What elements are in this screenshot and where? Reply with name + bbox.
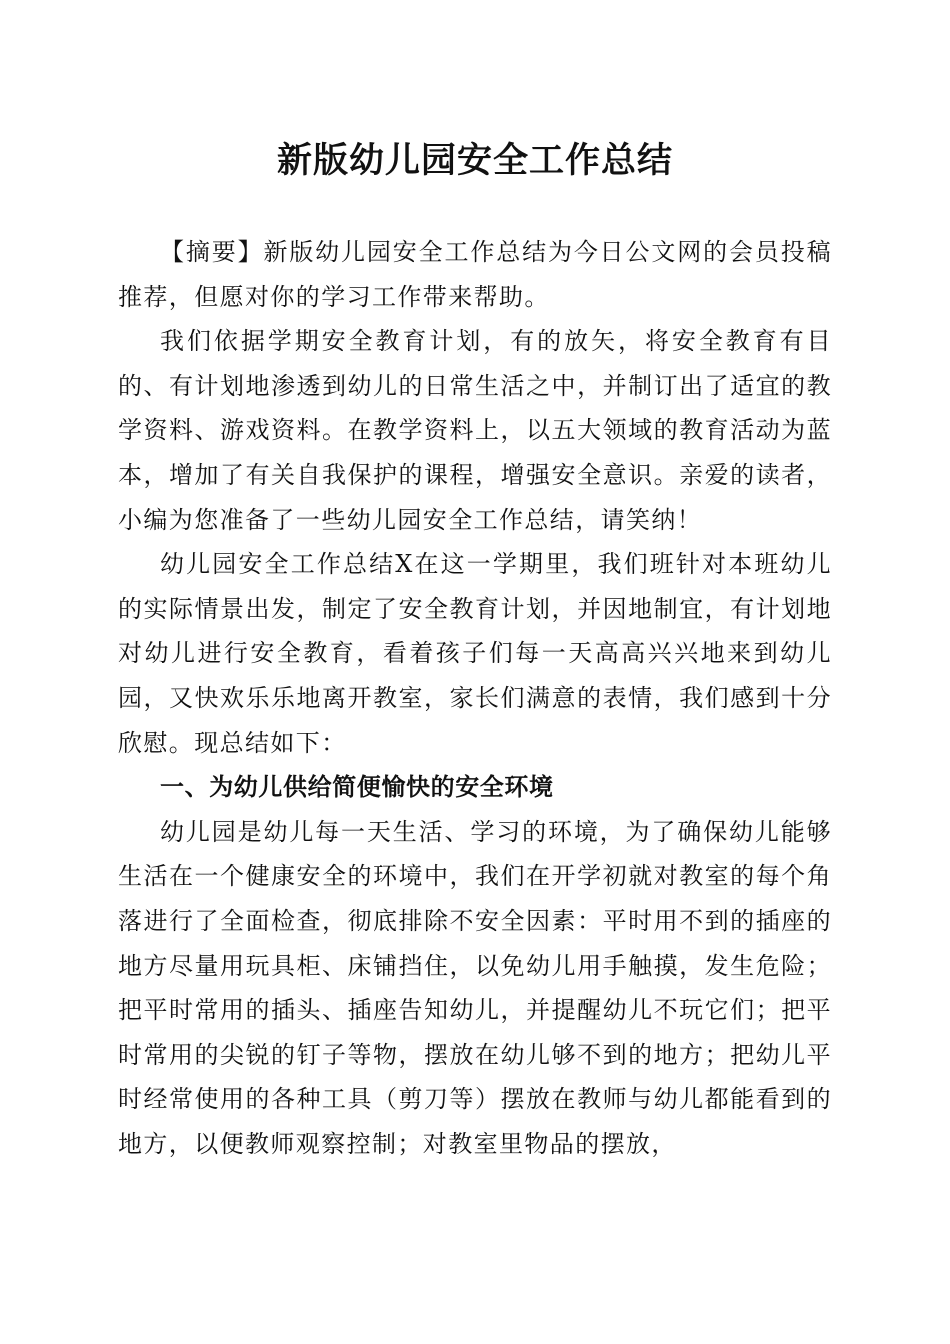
summary-intro-paragraph: 幼儿园安全工作总结X在这一学期里，我们班针对本班幼儿的实际情景出发，制定了安全教育计划，并因地制宜，有计划地对幼儿进行安全教育，看着孩子们每一天高高兴兴地来到幼儿园，又快欢乐乐地离开教室，家长们满意的表情，我们感到十分欣慰。现总结如下： xyxy=(118,550,832,757)
section-paragraph: 幼儿园是幼儿每一天生活、学习的环境，为了确保幼儿能够生活在一个健康安全的环境中，我们在开学初就对教室的每个角落进行了全面检查，彻底排除不安全因素：平时用不到的插座的地方尽量用玩具柜、床铺挡住，以免幼儿用手触摸，发生危险；把平时常用的插头、插座告知幼儿，并提醒幼儿不玩它们；把平时常用的尖锐的钉子等物，摆放在幼儿够不到的地方；把幼儿平时经常使用的各种工具（剪刀等）摆放在教师与幼儿都能看到的地方，以便教师观察控制；对教室里物品的摆放， xyxy=(118,817,832,1158)
document-title: 新版幼儿园安全工作总结 xyxy=(276,140,673,181)
document-body xyxy=(118,230,832,1166)
section-heading: 一、为幼儿供给简便愉快的安全环境 xyxy=(160,773,554,802)
abstract-paragraph: 【摘要】新版幼儿园安全工作总结为今日公文网的会员投稿推荐，但愿对你的学习工作带来帮助。 xyxy=(118,238,832,311)
intro-paragraph: 我们依据学期安全教育计划，有的放矢，将安全教育有目的、有计划地渗透到幼儿的日常生活之中，并制订出了适宜的教学资料、游戏资料。在教学资料上，以五大领域的教育活动为蓝本，增加了有关自我保护的课程，增强安全意识。亲爱的读者，小编为您准备了一些幼儿园安全工作总结，请笑纳！ xyxy=(118,327,832,534)
